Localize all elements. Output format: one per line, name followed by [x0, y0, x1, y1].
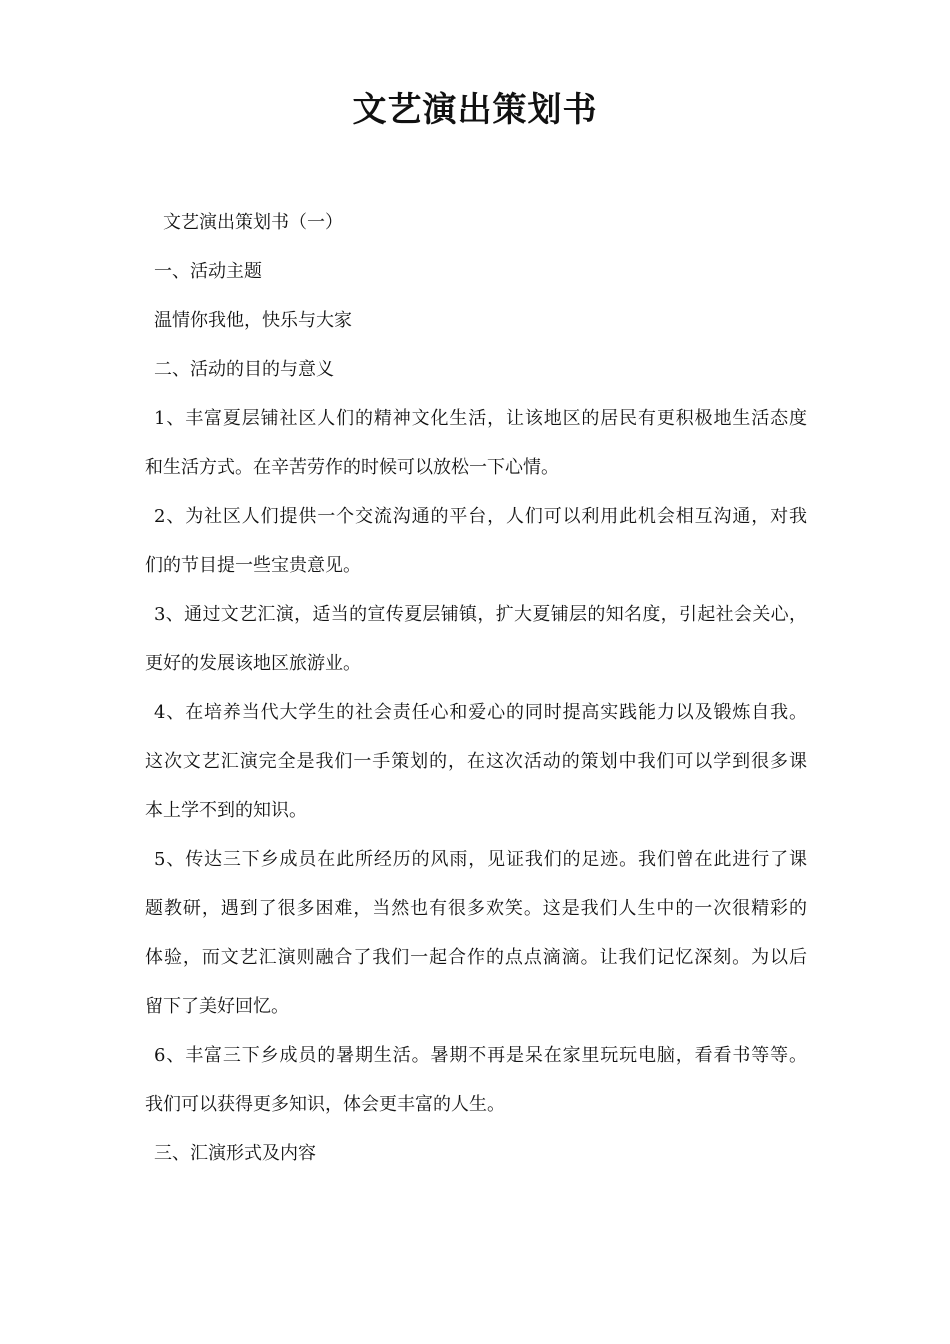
section-heading: 二、活动的目的与意义 [154, 359, 334, 380]
paragraph-line: 我们可以获得更多知识，体会更丰富的人生。 [145, 1094, 505, 1115]
document-title: 文艺演出策划书 [352, 90, 598, 130]
section-heading: 一、活动主题 [154, 261, 262, 282]
paragraph-line: 体验，而文艺汇演则融合了我们一起合作的点点滴滴。让我们记忆深刻。为以后 [145, 947, 807, 968]
subtitle-line: 文艺演出策划书（一） [163, 212, 343, 233]
paragraph-line: 们的节目提一些宝贵意见。 [145, 555, 361, 576]
paragraph-line: 5、传达三下乡成员在此所经历的风雨，见证我们的足迹。我们曾在此进行了课 [154, 849, 807, 870]
paragraph-line: 这次文艺汇演完全是我们一手策划的，在这次活动的策划中我们可以学到很多课 [145, 751, 807, 772]
paragraph-line: 题教研，遇到了很多困难，当然也有很多欢笑。这是我们人生中的一次很精彩的 [145, 898, 807, 919]
paragraph-line: 6、丰富三下乡成员的暑期生活。暑期不再是呆在家里玩玩电脑，看看书等等。 [154, 1045, 807, 1066]
section-heading: 三、汇演形式及内容 [154, 1143, 316, 1164]
paragraph-line: 1、丰富夏层铺社区人们的精神文化生活，让该地区的居民有更积极地生活态度 [154, 408, 807, 429]
paragraph-line: 和生活方式。在辛苦劳作的时候可以放松一下心情。 [145, 457, 559, 478]
paragraph-line: 温情你我他，快乐与大家 [154, 310, 352, 331]
paragraph-line: 4、在培养当代大学生的社会责任心和爱心的同时提高实践能力以及锻炼自我。 [154, 702, 807, 723]
paragraph-line: 本上学不到的知识。 [145, 800, 307, 821]
paragraph-line: 3、通过文艺汇演，适当的宣传夏层铺镇，扩大夏铺层的知名度，引起社会关心， [154, 604, 807, 625]
paragraph-line: 更好的发展该地区旅游业。 [145, 653, 361, 674]
paragraph-line: 2、为社区人们提供一个交流沟通的平台，人们可以利用此机会相互沟通，对我 [154, 506, 807, 527]
document-body [145, 198, 807, 1178]
paragraph-line: 留下了美好回忆。 [145, 996, 289, 1017]
